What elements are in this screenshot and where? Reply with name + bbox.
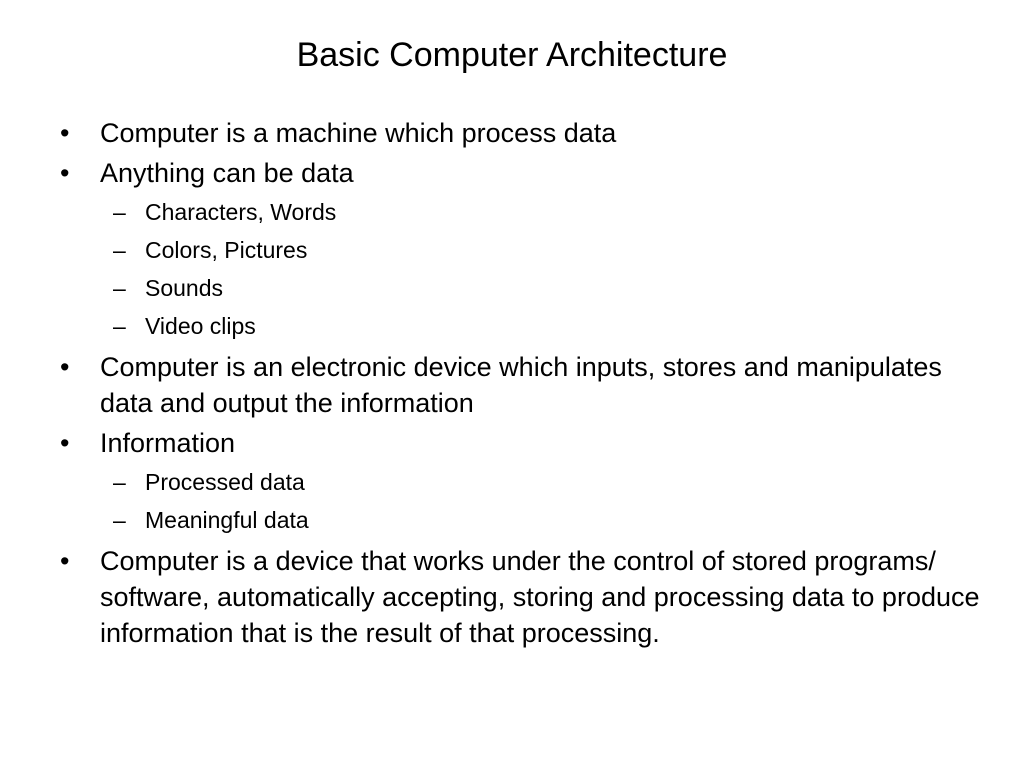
dash-icon: – bbox=[113, 275, 126, 301]
sub-item-text: Sounds bbox=[145, 275, 224, 301]
bullet-item bbox=[58, 543, 988, 651]
bullet-text: Computer is a machine which process data bbox=[100, 118, 617, 148]
sub-item bbox=[100, 193, 988, 231]
slide-title: Basic Computer Architecture bbox=[296, 36, 728, 74]
dash-icon: – bbox=[113, 313, 126, 339]
sub-item-text: Video clips bbox=[145, 313, 256, 339]
sub-item-text: Colors, Pictures bbox=[145, 237, 308, 263]
sub-item bbox=[100, 501, 988, 539]
bullet-dot-icon: • bbox=[60, 158, 70, 188]
sub-item bbox=[100, 463, 988, 501]
bullet-item bbox=[58, 115, 988, 151]
dash-icon: – bbox=[113, 469, 126, 495]
sub-item-text: Characters, Words bbox=[145, 199, 337, 225]
dash-icon: – bbox=[113, 507, 126, 533]
dash-icon: – bbox=[113, 237, 126, 263]
bullet-list bbox=[58, 115, 988, 655]
dash-icon: – bbox=[113, 199, 126, 225]
bullet-text: Anything can be data bbox=[100, 158, 354, 188]
bullet-item bbox=[58, 425, 988, 539]
bullet-dot-icon: • bbox=[60, 428, 70, 458]
bullet-text: Computer is an electronic device which inputs, stores and manipulates data and output the information bbox=[100, 352, 942, 418]
bullet-dot-icon: • bbox=[60, 546, 70, 576]
bullet-item bbox=[58, 349, 988, 421]
bullet-item bbox=[58, 155, 988, 345]
sub-item bbox=[100, 231, 988, 269]
bullet-text: Computer is a device that works under the control of stored programs/ software, automatically accepting, storing and processing data to produce information that is the result of that processing. bbox=[100, 546, 980, 648]
sub-item bbox=[100, 269, 988, 307]
sub-item-text: Processed data bbox=[145, 469, 305, 495]
sub-list bbox=[100, 463, 988, 539]
bullet-text: Information bbox=[100, 428, 236, 458]
bullet-dot-icon: • bbox=[60, 352, 70, 382]
sub-list bbox=[100, 193, 988, 345]
sub-item bbox=[100, 307, 988, 345]
sub-item-text: Meaningful data bbox=[145, 507, 309, 533]
bullet-dot-icon: • bbox=[60, 118, 70, 148]
